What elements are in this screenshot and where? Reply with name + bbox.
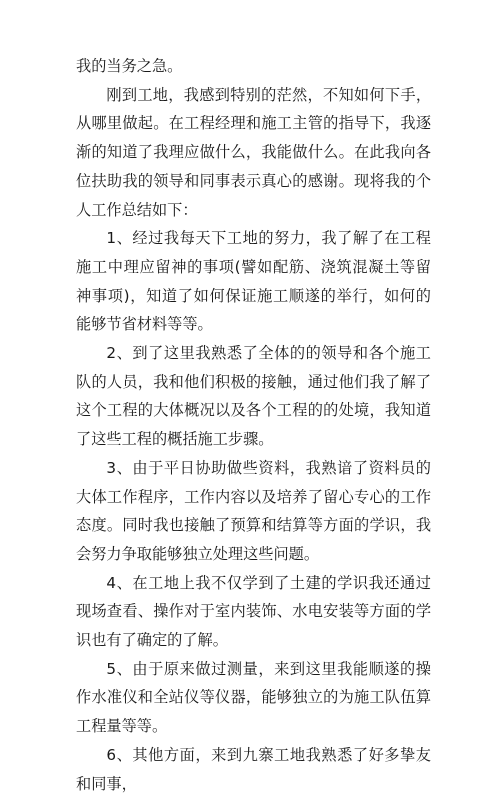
paragraph-item-4: 4、在工地上我不仅学到了土建的学识我还通过现场查看、操作对于室内装饰、水电安装等方面的学识也有了确定的了解。 [76,573,431,650]
paragraph-item-1: 1、经过我每天下工地的努力，我了解了在工程施工中理应留神的事项(譬如配筋、浇筑混凝土等留神事项)，知道了如何保证施工顺遂的举行，如何的能够节省材料等等。 [76,229,431,334]
paragraph-intro: 刚到工地，我感到特别的茫然，不知如何下手，从哪里做起。在工程经理和施工主管的指导下，我逐渐的知道了我理应做什么，我能做什么。在此我向各位扶助我的领导和同事表示真心的感谢。现将我的个人工作总结如下： [76,85,431,219]
paragraph-item-5: 5、由于原来做过测量，来到这里我能顺遂的操作水准仪和全站仪等仪器，能够独立的为施工队伍算工程量等等。 [76,659,431,736]
paragraph-item-3: 3、由于平日协助做些资料，我熟谙了资料员的大体工作程序，工作内容以及培养了留心专心的工作态度。同时我也接触了预算和结算等方面的学识，我会努力争取能够独立处理这些问题。 [76,458,431,563]
paragraph-item-6: 6、其他方面，来到九寨工地我熟悉了好多挚友和同事， [76,745,431,793]
document-body [76,52,431,798]
paragraph-continuation: 我的当务之急。 [76,57,183,75]
paragraph-item-2: 2、到了这里我熟悉了全体的的领导和各个施工队的人员，我和他们积极的接触，通过他们我了解了这个工程的大体概况以及各个工程的的处境，我知道了这些工程的概括施工步骤。 [76,344,431,449]
